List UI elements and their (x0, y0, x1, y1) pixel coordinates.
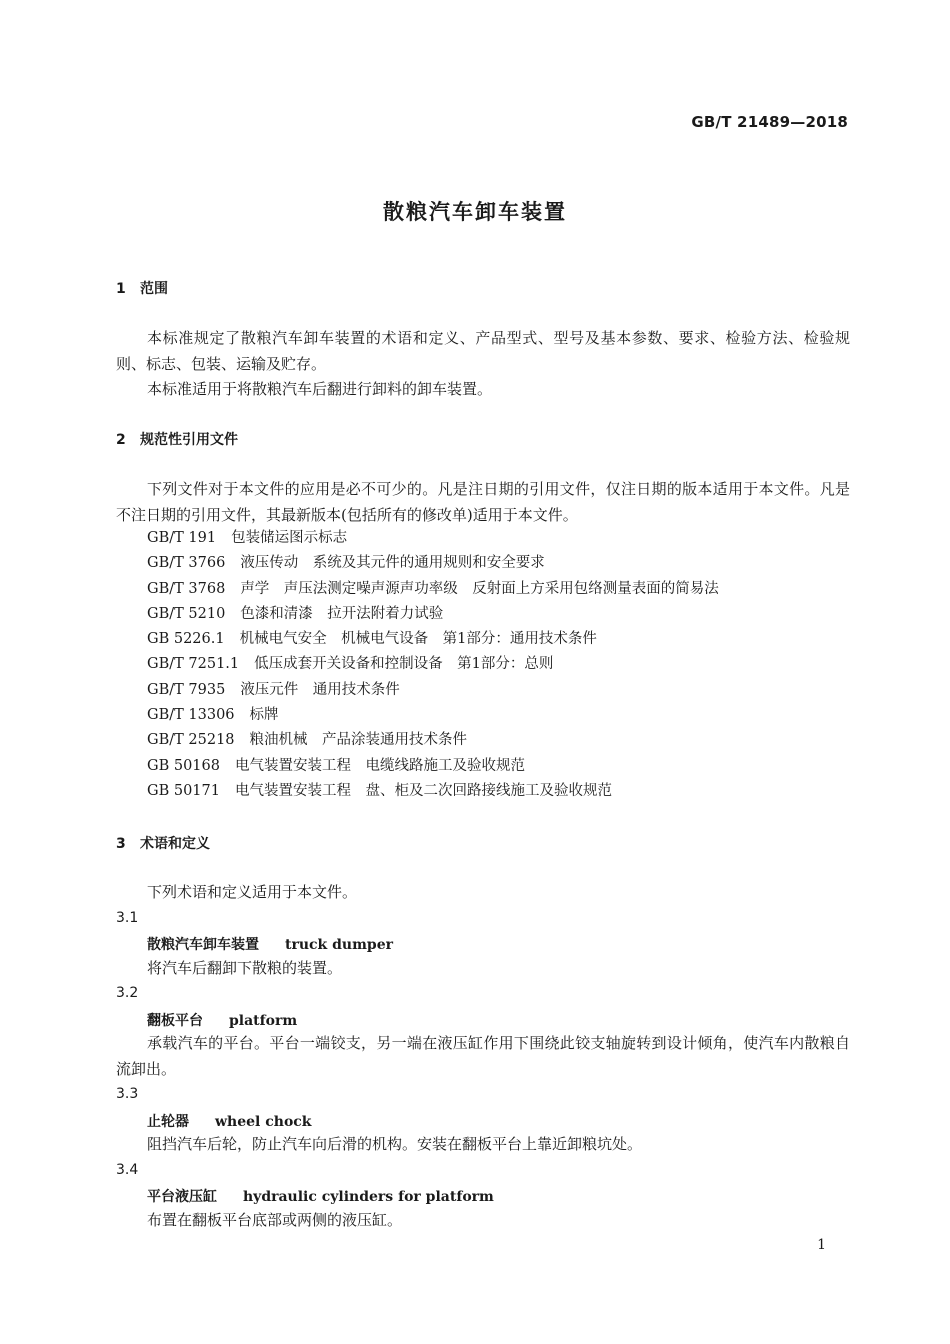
reference-item (147, 703, 719, 728)
reference-title: 声学 声压法测定噪声源声功率级 反射面上方采用包络测量表面的简易法 (240, 580, 719, 597)
section-number: 3 (116, 836, 126, 852)
reference-item (147, 678, 719, 703)
term-definition: 承载汽车的平台。平台一端铰支，另一端在液压缸作用下围绕此铰支轴旋转到设计倾角，使汽车内散粮自流卸出。 (116, 1034, 850, 1078)
page-number: 1 (817, 1237, 826, 1253)
reference-title: 包装储运图示标志 (231, 530, 348, 546)
reference-code: GB/T 13306 (147, 707, 235, 724)
term-zh: 散粮汽车卸车装置 (147, 937, 259, 953)
document-title: 散粮汽车卸车装置 (383, 200, 567, 224)
term-number: 3.3 (116, 1086, 139, 1102)
term-definition: 布置在翻板平台底部或两侧的液压缸。 (147, 1211, 403, 1229)
term-zh: 翻板平台 (147, 1013, 203, 1029)
term-zh: 平台液压缸 (147, 1189, 217, 1205)
term-en: wheel chock (215, 1114, 312, 1130)
reference-title: 机械电气安全 机械电气设备 第1部分：通用技术条件 (239, 631, 597, 648)
section-1-heading (116, 278, 168, 298)
section-title: 规范性引用文件 (140, 432, 238, 448)
term-name (147, 934, 393, 954)
reference-title: 粮油机械 产品涂装通用技术条件 (249, 732, 468, 749)
term-number: 3.4 (116, 1162, 139, 1178)
section-number: 1 (116, 281, 126, 297)
reference-item (147, 627, 719, 652)
reference-title: 电气装置安装工程 电缆线路施工及验收规范 (234, 757, 525, 774)
reference-code: GB/T 191 (147, 530, 217, 546)
section-number: 2 (116, 432, 126, 448)
section-1-paragraph-1: 本标准规定了散粮汽车卸车装置的术语和定义、产品型式、型号及基本参数、要求、检验方法、检验规则、标志、包装、运输及贮存。 (116, 329, 850, 373)
term-number: 3.2 (116, 985, 139, 1001)
reference-title: 液压传动 系统及其元件的通用规则和安全要求 (240, 555, 545, 572)
reference-list (147, 526, 719, 804)
reference-code: GB/T 7935 (147, 681, 226, 698)
section-title: 范围 (140, 281, 168, 297)
section-title: 术语和定义 (140, 836, 210, 852)
section-2-heading (116, 429, 238, 449)
section-2-intro: 下列文件对于本文件的应用是必不可少的。凡是注日期的引用文件，仅注日期的版本适用于本文件。凡是不注日期的引用文件，其最新版本(包括所有的修改单)适用于本文件。 (116, 480, 850, 524)
term-name (147, 1186, 494, 1206)
reference-code: GB/T 7251.1 (147, 656, 240, 673)
section-3-intro: 下列术语和定义适用于本文件。 (147, 883, 358, 901)
reference-code: GB/T 3766 (147, 555, 226, 572)
term-en: platform (229, 1013, 298, 1029)
reference-item (147, 754, 719, 779)
reference-code: GB 50171 (147, 782, 220, 799)
reference-item (147, 577, 719, 602)
reference-code: GB 5226.1 (147, 631, 225, 648)
reference-code: GB 50168 (147, 757, 220, 774)
term-number: 3.1 (116, 910, 139, 926)
term-definition: 将汽车后翻卸下散粮的装置。 (147, 959, 343, 977)
reference-title: 色漆和清漆 拉开法附着力试验 (240, 605, 444, 622)
reference-item (147, 728, 719, 753)
reference-title: 标牌 (249, 707, 279, 724)
reference-title: 低压成套开关设备和控制设备 第1部分：总则 (254, 656, 554, 673)
reference-item (147, 779, 719, 804)
reference-code: GB/T 5210 (147, 605, 226, 622)
term-en: hydraulic cylinders for platform (243, 1189, 494, 1205)
section-3-heading (116, 833, 210, 853)
term-en: truck dumper (285, 937, 393, 953)
reference-item (147, 526, 719, 551)
section-1-paragraph-2: 本标准适用于将散粮汽车后翻进行卸料的卸车装置。 (147, 380, 493, 398)
standard-code: GB/T 21489—2018 (691, 113, 848, 131)
term-definition: 阻挡汽车后轮，防止汽车向后滑的机构。安装在翻板平台上靠近卸粮坑处。 (147, 1135, 643, 1153)
reference-code: GB/T 3768 (147, 580, 226, 597)
reference-item (147, 602, 719, 627)
reference-item (147, 652, 719, 677)
term-name (147, 1010, 297, 1030)
reference-code: GB/T 25218 (147, 732, 235, 749)
reference-item (147, 551, 719, 576)
term-name (147, 1111, 312, 1131)
reference-title: 液压元件 通用技术条件 (240, 681, 400, 698)
term-zh: 止轮器 (147, 1114, 189, 1130)
reference-title: 电气装置安装工程 盘、柜及二次回路接线施工及验收规范 (234, 782, 612, 799)
